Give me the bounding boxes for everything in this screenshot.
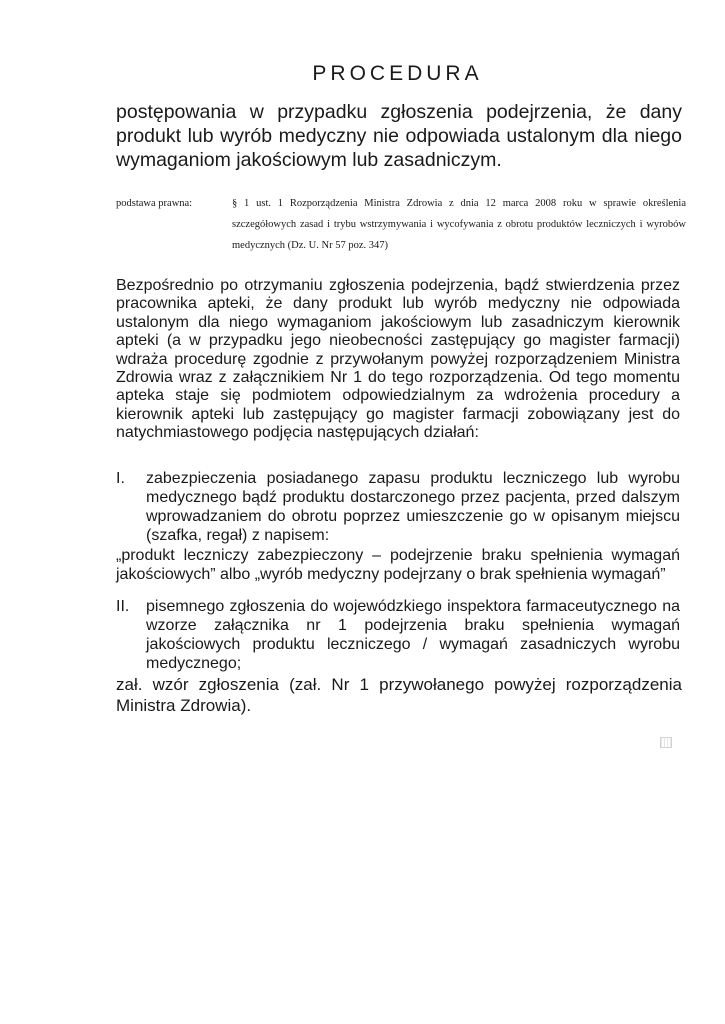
list-item-marker: II. xyxy=(116,598,130,615)
legal-basis-text: § 1 ust. 1 Rozporządzenia Ministra Zdrowia z dnia 12 marca 2008 roku w sprawie określenia szczegółowych zasad i trybu wstrzymywania i wycofywania z obrotu produktów leczniczych i wyrobów medycznych (Dz. U. Nr 57 poz. 347) xyxy=(232,198,686,251)
main-paragraph: Bezpośrednio po otrzymaniu zgłoszenia podejrzenia, bądź stwierdzenia przez pracownika apteki, że dany produkt lub wyrób medyczny nie odpowiada ustalonym dla niego wymaganiom jakościowym lub zasadniczym kierownik apteki (a w przypadku jego nieobecności zastępujący go magister farmacji) wdraża procedurę zgodnie z przywołanym powyżej rozporządzeniem Ministra Zdrowia wraz z załącznikiem Nr 1 do tego rozporządzenia. Od tego momentu apteka staje się podmiotem odpowiedzialnym za wdrożenia procedury a kierownik apteki lub zastępujący go magister farmacji zobowiązany jest do natychmiastowego podjęcia następujących działań: xyxy=(116,277,680,442)
list-item-text: pisemnego zgłoszenia do wojewódzkiego inspektora farmaceutycznego na wzorze załącznika nr 1 podejrzenia braku spełnienia wymagań jakościowych produktu leczniczego / wymagań zasadniczych wyrobu medycznego; xyxy=(146,598,680,672)
document-subtitle: postępowania w przypadku zgłoszenia podejrzenia, że dany produkt lub wyrób medyczny nie odpowiada ustalonym dla niego wymaganiom jakościowym lub zasadniczym. xyxy=(116,101,682,171)
list-item-text: zabezpieczenia posiadanego zapasu produktu leczniczego lub wyrobu medycznego bądź produktu dostarczonego przez pacjenta, przed dalszym wprowadzaniem do obrotu poprzez umieszczenie go w opisanym miejscu (szafka, regał) z napisem: xyxy=(146,470,680,544)
document-title: PROCEDURA xyxy=(312,62,483,85)
attachment-note: zał. wzór zgłoszenia (zał. Nr 1 przywołanego powyżej rozporządzenia Ministra Zdrowia). xyxy=(116,675,682,715)
scan-artifact xyxy=(660,737,672,748)
list-item-marker: I. xyxy=(116,470,125,487)
legal-basis-label: podstawa prawna: xyxy=(116,198,193,209)
label-quote: „produkt leczniczy zabezpieczony – podejrzenie braku spełnienia wymagań jakościowych” albo „wyrób medyczny podejrzany o brak spełnienia wymagań” xyxy=(116,547,680,583)
